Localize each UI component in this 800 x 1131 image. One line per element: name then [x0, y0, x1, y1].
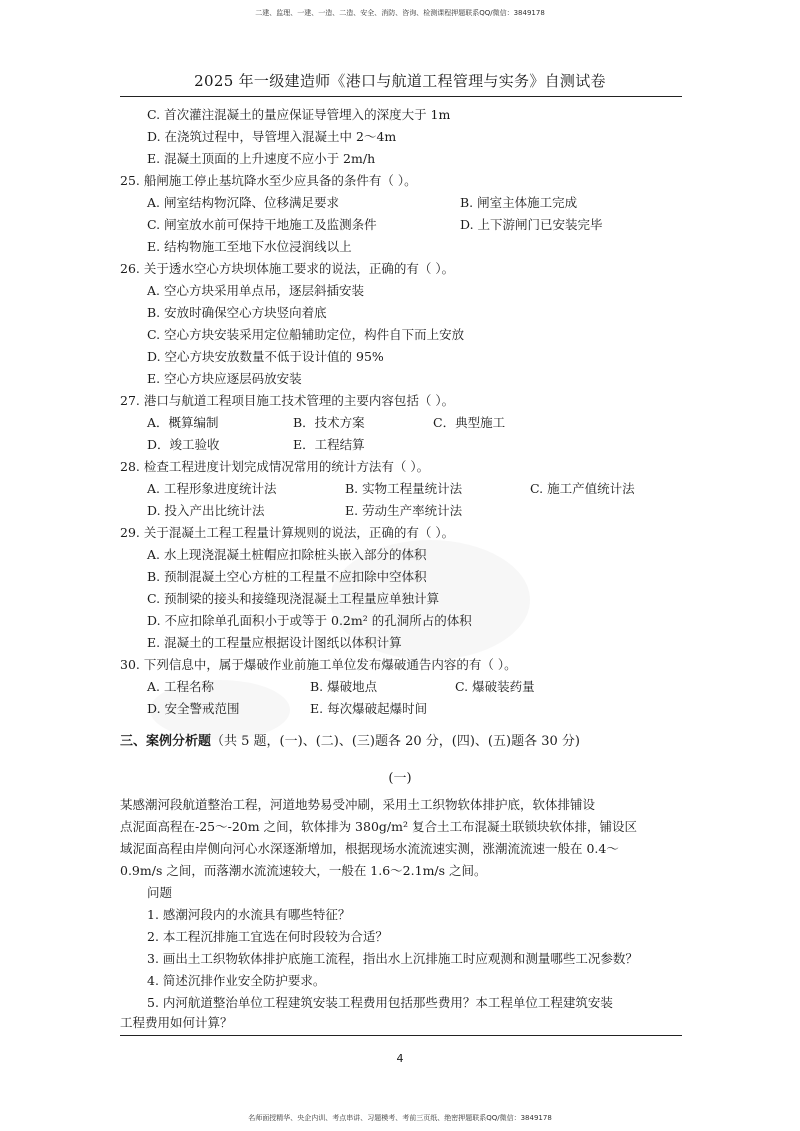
q29-option-b: B. 预制混凝土空心方桩的工程量不应扣除中空体积 — [147, 569, 427, 584]
option-c-q24: C. 首次灌注混凝土的量应保证导管埋入的深度大于 1m — [147, 107, 451, 122]
q28-option-a: A. 工程形象进度统计法 — [147, 481, 277, 496]
case-question-4: 4. 简述沉排作业安全防护要求。 — [147, 973, 326, 988]
case-paragraph-line: 点泥面高程在-25～-20m 之间，软体排为 380g/m² 复合土工布混凝土联锁块软体排，铺设区 — [120, 819, 637, 834]
page-header-title: 2025 年一级建造师《港口与航道工程管理与实务》自测试卷 — [194, 72, 606, 90]
q28-option-d: D. 投入产出比统计法 — [147, 503, 265, 518]
case-question-label: 问题 — [147, 885, 173, 900]
q26-option-a: A. 空心方块采用单点吊，逐层斜插安装 — [147, 283, 364, 298]
case-paragraph-line: 域泥面高程由岸侧向河心水深逐渐增加，根据现场水流流速实测，涨潮流流速一般在 0.4～ — [120, 841, 619, 856]
option-e-q24: E. 混凝土顶面的上升速度不应小于 2m/h — [147, 151, 376, 166]
question-28-stem: 28. 检查工程进度计划完成情况常用的统计方法有（ ）。 — [120, 459, 430, 474]
question-26-stem: 26. 关于透水空心方块坝体施工要求的说法，正确的有（ ）。 — [120, 261, 455, 276]
q28-option-c: C. 施工产值统计法 — [530, 481, 635, 496]
q27-option-d: D．竣工验收 — [147, 437, 220, 452]
q29-option-d: D. 不应扣除单孔面积小于或等于 0.2m² 的孔洞所占的体积 — [147, 613, 472, 628]
section-3-heading — [120, 735, 580, 748]
bottom-banner: 名师面授精华、央企内训、考点串讲、习题模考、考前三页纸、绝密押题联系QQ/微信：3849178 — [248, 1114, 552, 1122]
q29-option-e: E. 混凝土的工程量应根据设计图纸以体积计算 — [147, 635, 402, 650]
q28-option-b: B. 实物工程量统计法 — [345, 481, 463, 496]
case-question-1: 1. 感潮河段内的水流具有哪些特征？ — [147, 907, 351, 922]
q28-option-e: E. 劳动生产率统计法 — [345, 503, 463, 518]
question-25-stem: 25. 船闸施工停止基坑降水至少应具备的条件有（ ）。 — [120, 173, 417, 188]
q26-option-d: D. 空心方块安放数量不低于设计值的 95% — [147, 349, 384, 364]
q27-option-a: A．概算编制 — [147, 415, 219, 430]
q26-option-c: C. 空心方块安装采用定位船辅助定位，构件自下而上安放 — [147, 327, 465, 342]
q30-option-b: B. 爆破地点 — [310, 679, 378, 694]
section-3-description: （共 5 题，(一)、(二)、(三)题各 20 分，(四)、(五)题各 30 分) — [211, 734, 580, 749]
q30-option-a: A. 工程名称 — [147, 679, 214, 694]
q25-option-d: D. 上下游闸门已安装完毕 — [460, 217, 603, 232]
q29-option-a: A. 水上现浇混凝土桩帽应扣除桩头嵌入部分的体积 — [147, 547, 427, 562]
q27-option-e: E．工程结算 — [293, 437, 365, 452]
section-3-label: 三、案例分析题 — [120, 734, 212, 749]
question-29-stem: 29. 关于混凝土工程工程量计算规则的说法，正确的有（ ）。 — [120, 525, 455, 540]
q30-option-c: C. 爆破装药量 — [455, 679, 535, 694]
q25-option-a: A. 闸室结构物沉降、位移满足要求 — [147, 195, 339, 210]
question-27-stem: 27. 港口与航道工程项目施工技术管理的主要内容包括（ ）。 — [120, 393, 455, 408]
q26-option-b: B. 安放时确保空心方块竖向着底 — [147, 305, 327, 320]
q30-option-e: E. 每次爆破起爆时间 — [310, 701, 428, 716]
header-rule — [120, 96, 682, 97]
case-paragraph-line: 某感潮河段航道整治工程，河道地势易受冲刷，采用土工织物软体排护底，软体排铺设 — [120, 797, 596, 812]
q27-option-c: C．典型施工 — [433, 415, 506, 430]
case-question-5-continued: 工程费用如何计算？ — [120, 1015, 233, 1030]
q29-option-c: C. 预制梁的接头和接缝现浇混凝土工程量应单独计算 — [147, 591, 440, 606]
q30-option-d: D. 安全警戒范围 — [147, 701, 240, 716]
option-d-q24: D. 在浇筑过程中，导管埋入混凝土中 2～4m — [147, 129, 397, 144]
q25-option-e: E. 结构物施工至地下水位浸润线以上 — [147, 239, 352, 254]
q27-option-b: B．技术方案 — [293, 415, 365, 430]
case-paragraph-line: 0.9m/s 之间，而落潮水流流速较大，一般在 1.6～2.1m/s 之间。 — [120, 863, 487, 878]
q26-option-e: E. 空心方块应逐层码放安装 — [147, 371, 302, 386]
case-1-title: (一) — [388, 771, 412, 786]
top-banner: 二建、监理、一建、一造、二造、安全、消防、咨询、检测课程押题联系QQ/微信：3849178 — [255, 9, 545, 17]
q25-option-c: C. 闸室放水前可保持干地施工及监测条件 — [147, 217, 377, 232]
case-question-5: 5. 内河航道整治单位工程建筑安装工程费用包括那些费用？本工程单位工程建筑安装 — [147, 995, 613, 1010]
case-question-2: 2. 本工程沉排施工宜选在何时段较为合适？ — [147, 929, 388, 944]
question-30-stem: 30. 下列信息中，属于爆破作业前施工单位发布爆破通告内容的有（ ）。 — [120, 657, 517, 672]
q25-option-b: B. 闸室主体施工完成 — [460, 195, 578, 210]
footer-rule — [120, 1035, 682, 1036]
page-number: 4 — [396, 1052, 404, 1065]
case-question-3: 3. 画出土工织物软体排护底施工流程，指出水上沉排施工时应观测和测量哪些工况参数？ — [147, 951, 638, 966]
